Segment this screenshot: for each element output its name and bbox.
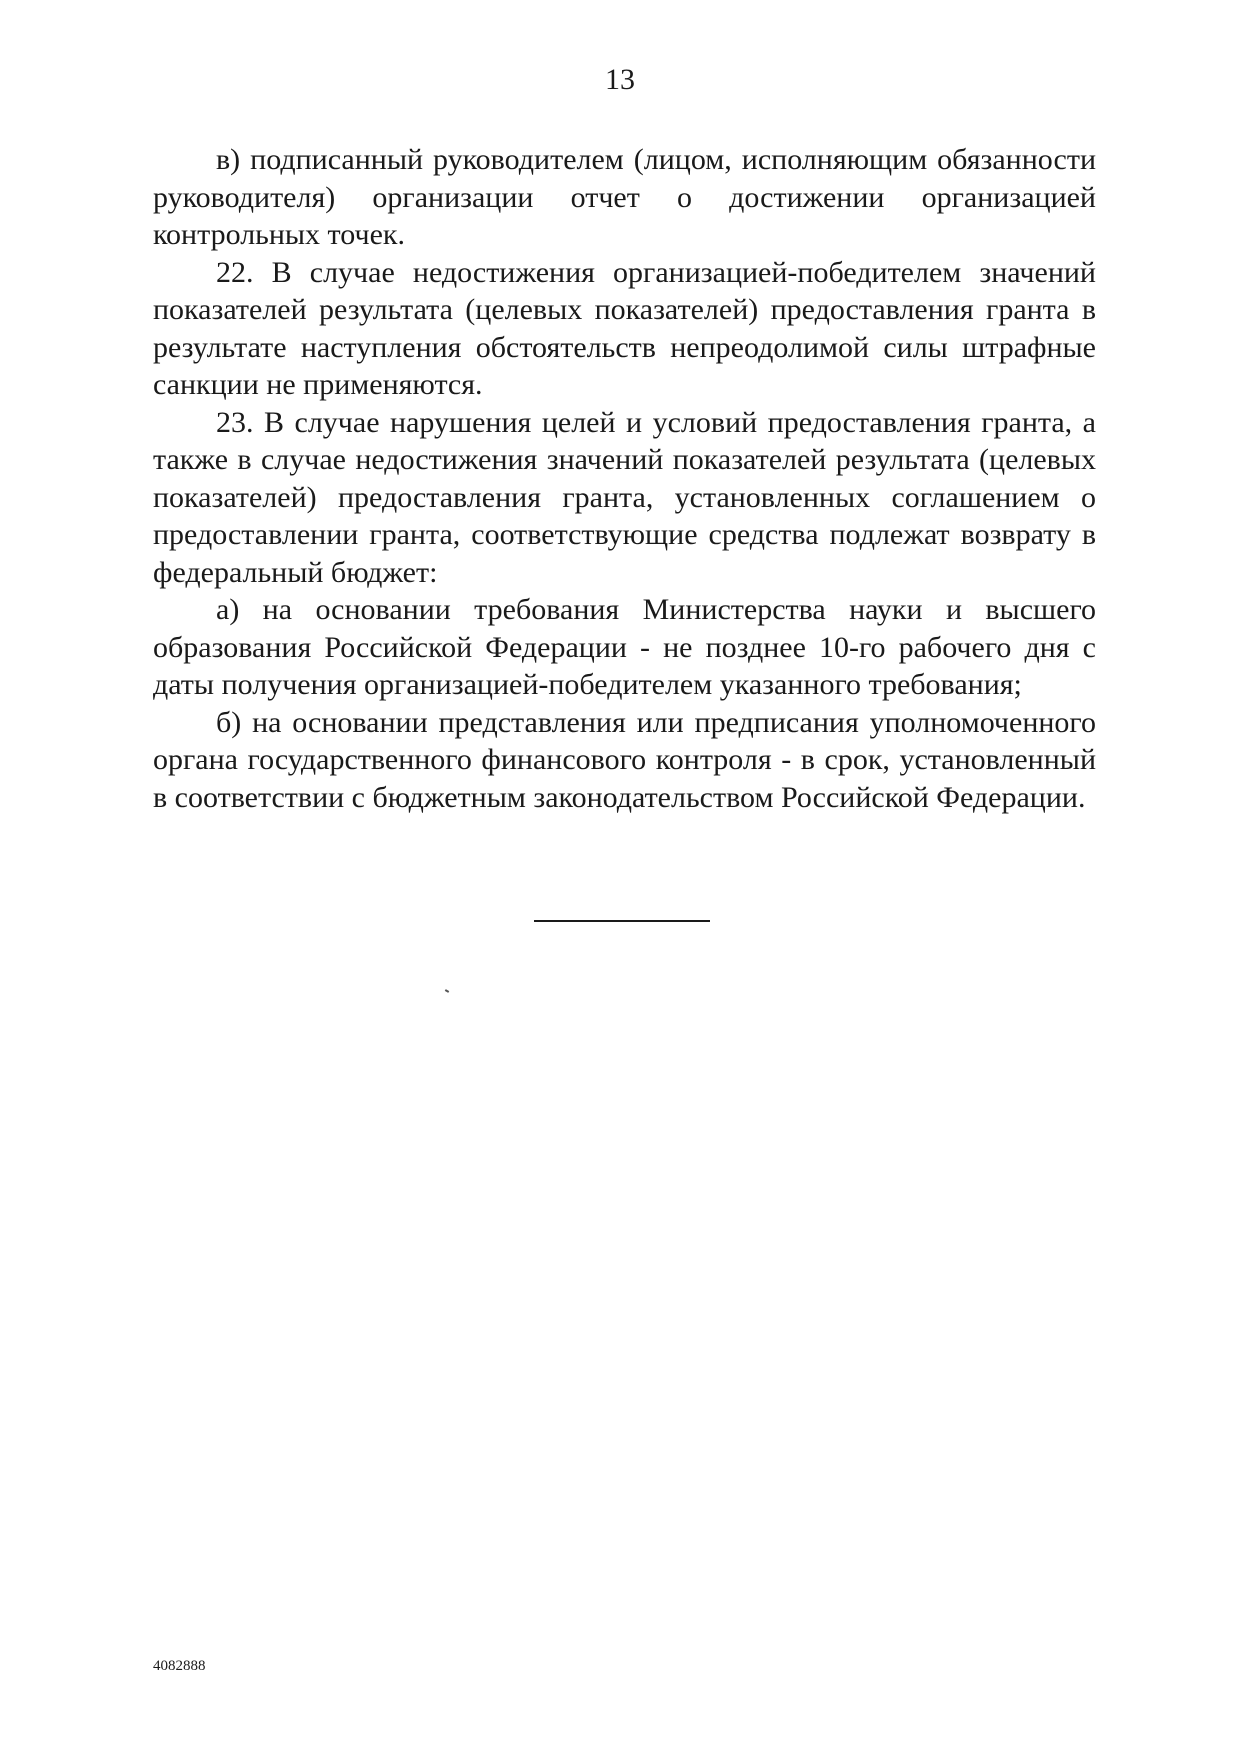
stray-mark bbox=[445, 989, 449, 993]
paragraph-item-b: б) на основании представления или предписания уполномоченного органа государственного финансового контроля - в срок, установленный в соответствии с бюджетным законодательством Российской Федерации. bbox=[153, 705, 1096, 814]
document-code: 4082888 bbox=[153, 1658, 206, 1674]
paragraph-item-v: в) подписанный руководителем (лицом, исполняющим обязанности руководителя) организации отчет о достижении организацией контрольных точек. bbox=[153, 143, 1096, 251]
end-separator-line bbox=[534, 920, 710, 922]
page-number: 13 bbox=[605, 63, 635, 96]
document-body bbox=[153, 141, 1096, 816]
paragraph-22: 22. В случае недостижения организацией-победителем значений показателей результата (целевых показателей) предоставления гранта в результате наступления обстоятельств непреодолимой силы штрафные санкции не применяются. bbox=[153, 255, 1096, 401]
paragraph-item-a: а) на основании требования Министерства науки и высшего образования Российской Федерации - не позднее 10-го рабочего дня с даты получения организацией-победителем указанного требования; bbox=[153, 593, 1096, 701]
paragraph-23: 23. В случае нарушения целей и условий предоставления гранта, а также в случае недостижения значений показателей результата (целевых показателей) предоставления гранта, установленных соглашением о предоставлении гранта, соответствующие средства подлежат возврату в федеральный бюджет: bbox=[153, 405, 1096, 589]
